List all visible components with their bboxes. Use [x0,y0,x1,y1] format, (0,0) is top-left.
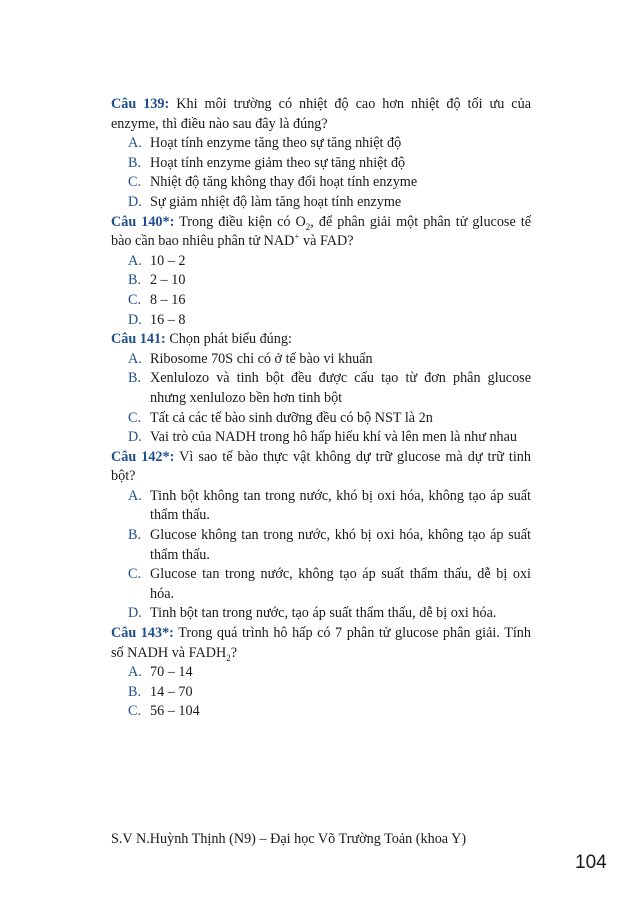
text-run: Glucose tan trong nước, không tạo áp suất thẩm thấu, dễ bị oxi hóa. [150,566,531,602]
question-block [111,95,531,213]
text-run: Sự giảm nhiệt độ làm tăng hoạt tính enzyme [150,193,402,210]
answer-option [128,428,531,448]
option-text [150,252,531,272]
question-block [111,624,531,722]
text-run: 70 – 14 [150,664,193,681]
answer-option [128,409,531,429]
answer-option [128,173,531,193]
text-run: 14 – 70 [150,683,193,700]
question-label: Câu 141: [111,331,166,348]
answer-options [111,252,531,330]
answer-options [111,487,531,624]
subscript: 2 [226,652,231,663]
text-run: Glucose không tan trong nước, khó bị oxi hóa, không tạo áp suất thẩm thấu. [150,527,531,563]
text-run: Hoạt tính enzyme giảm theo sự tăng nhiệt độ [150,154,406,171]
option-text [150,154,531,174]
option-letter: A. [128,487,142,504]
answer-options [111,134,531,212]
option-text [150,428,531,448]
option-letter: C. [128,409,142,426]
text-run: Tinh bột tan trong nước, tạo áp suất thẩm thấu, dễ bị oxi hóa. [150,605,497,622]
answer-option [128,526,531,565]
answer-option [128,291,531,311]
option-letter: B. [128,370,142,387]
option-text [150,663,531,683]
answer-option [128,604,531,624]
text-run: 56 – 104 [150,703,200,720]
option-text [150,350,531,370]
option-letter: D. [128,605,142,622]
question-block [111,448,531,624]
option-text [150,291,531,311]
page-footer: S.V N.Huỳnh Thịnh (N9) – Đại học Võ Trường Toản (khoa Y) [111,831,467,847]
option-text [150,565,531,604]
option-letter: C. [128,566,142,583]
answer-option [128,369,531,408]
answer-option [128,193,531,213]
text-run: Hoạt tính enzyme tăng theo sự tăng nhiệt độ [150,135,402,152]
option-text [150,409,531,429]
answer-option [128,663,531,683]
question-label: Câu 142*: [111,448,175,465]
text-run: Vai trò của NADH trong hô hấp hiếu khí và lên men là như nhau [150,429,518,446]
text-run: Trong quá trình hô hấp có 7 phân tử glucose phân giải. Tính số NADH và FADH [111,625,531,661]
text-run: 2 – 10 [150,272,186,289]
answer-option [128,683,531,703]
question-stem [111,448,531,487]
question-block [111,330,531,448]
question-label: Câu 143*: [111,625,174,642]
question-stem [111,213,531,252]
question-list [111,95,531,722]
option-text [150,702,531,722]
superscript: + [294,231,300,242]
option-text [150,311,531,331]
option-text [150,173,531,193]
subscript: 2 [305,221,311,232]
option-letter: D. [128,429,142,446]
text-run: ? [230,644,238,661]
option-text [150,683,531,703]
page-number: 104 [575,852,607,873]
option-text [150,604,531,624]
answer-option [128,134,531,154]
question-stem [111,95,531,134]
answer-option [128,311,531,331]
text-run: Vì sao tế bào thực vật không dự trữ glucose mà dự trữ tinh bột? [111,448,531,485]
option-text [150,271,531,291]
option-letter: D. [128,193,142,210]
option-letter: A. [128,135,142,152]
answer-option [128,350,531,370]
answer-option [128,252,531,272]
question-block [111,213,531,331]
answer-options [111,350,531,448]
option-letter: A. [128,252,142,269]
answer-option [128,702,531,722]
option-text [150,369,531,408]
option-text [150,134,531,154]
text-run: Khi môi trường có nhiệt độ cao hơn nhiệt độ tối ưu của enzyme, thì điều nào sau đây là đúng? [111,96,531,132]
option-text [150,193,531,213]
answer-option [128,565,531,604]
question-label: Câu 139: [111,96,170,112]
answer-option [128,271,531,291]
text-run: 8 – 16 [150,291,186,308]
option-letter: A. [128,350,142,367]
option-letter: B. [128,683,142,700]
text-run: Nhiệt độ tăng không thay đổi hoạt tính enzyme [150,174,418,191]
question-label: Câu 140*: [111,213,175,230]
text-run: Tất cả các tế bào sinh dưỡng đều có bộ NST là 2n [150,409,433,426]
option-letter: C. [128,291,142,308]
option-letter: B. [128,272,142,289]
text-run: 10 – 2 [150,252,186,269]
answer-options [111,663,531,722]
option-letter: C. [128,703,142,720]
option-text [150,487,531,526]
text-run: Ribosome 70S chỉ có ở tế bào vi khuẩn [150,350,373,367]
option-letter: C. [128,174,142,191]
question-stem [111,330,531,350]
text-run: Tinh bột không tan trong nước, khó bị oxi hóa, không tạo áp suất thẩm thấu. [150,487,531,524]
option-text [150,526,531,565]
text-run: Trong điều kiện có O [174,213,306,230]
text-run: và FAD? [299,233,354,250]
answer-option [128,154,531,174]
option-letter: D. [128,311,142,328]
text-run: , để phân giải một phân tử glucose tế bào cần bao nhiêu phân tử NAD [111,213,531,250]
option-letter: B. [128,527,142,544]
text-run: 16 – 8 [150,311,186,328]
text-run: Xenlulozo và tinh bột đều được cấu tạo từ đơn phân glucose nhưng xenlulozo bền hơn tinh bột [150,370,531,406]
option-letter: B. [128,154,142,171]
text-run: Chọn phát biểu đúng: [165,331,292,348]
option-letter: A. [128,664,142,681]
question-stem [111,624,531,663]
answer-option [128,487,531,526]
